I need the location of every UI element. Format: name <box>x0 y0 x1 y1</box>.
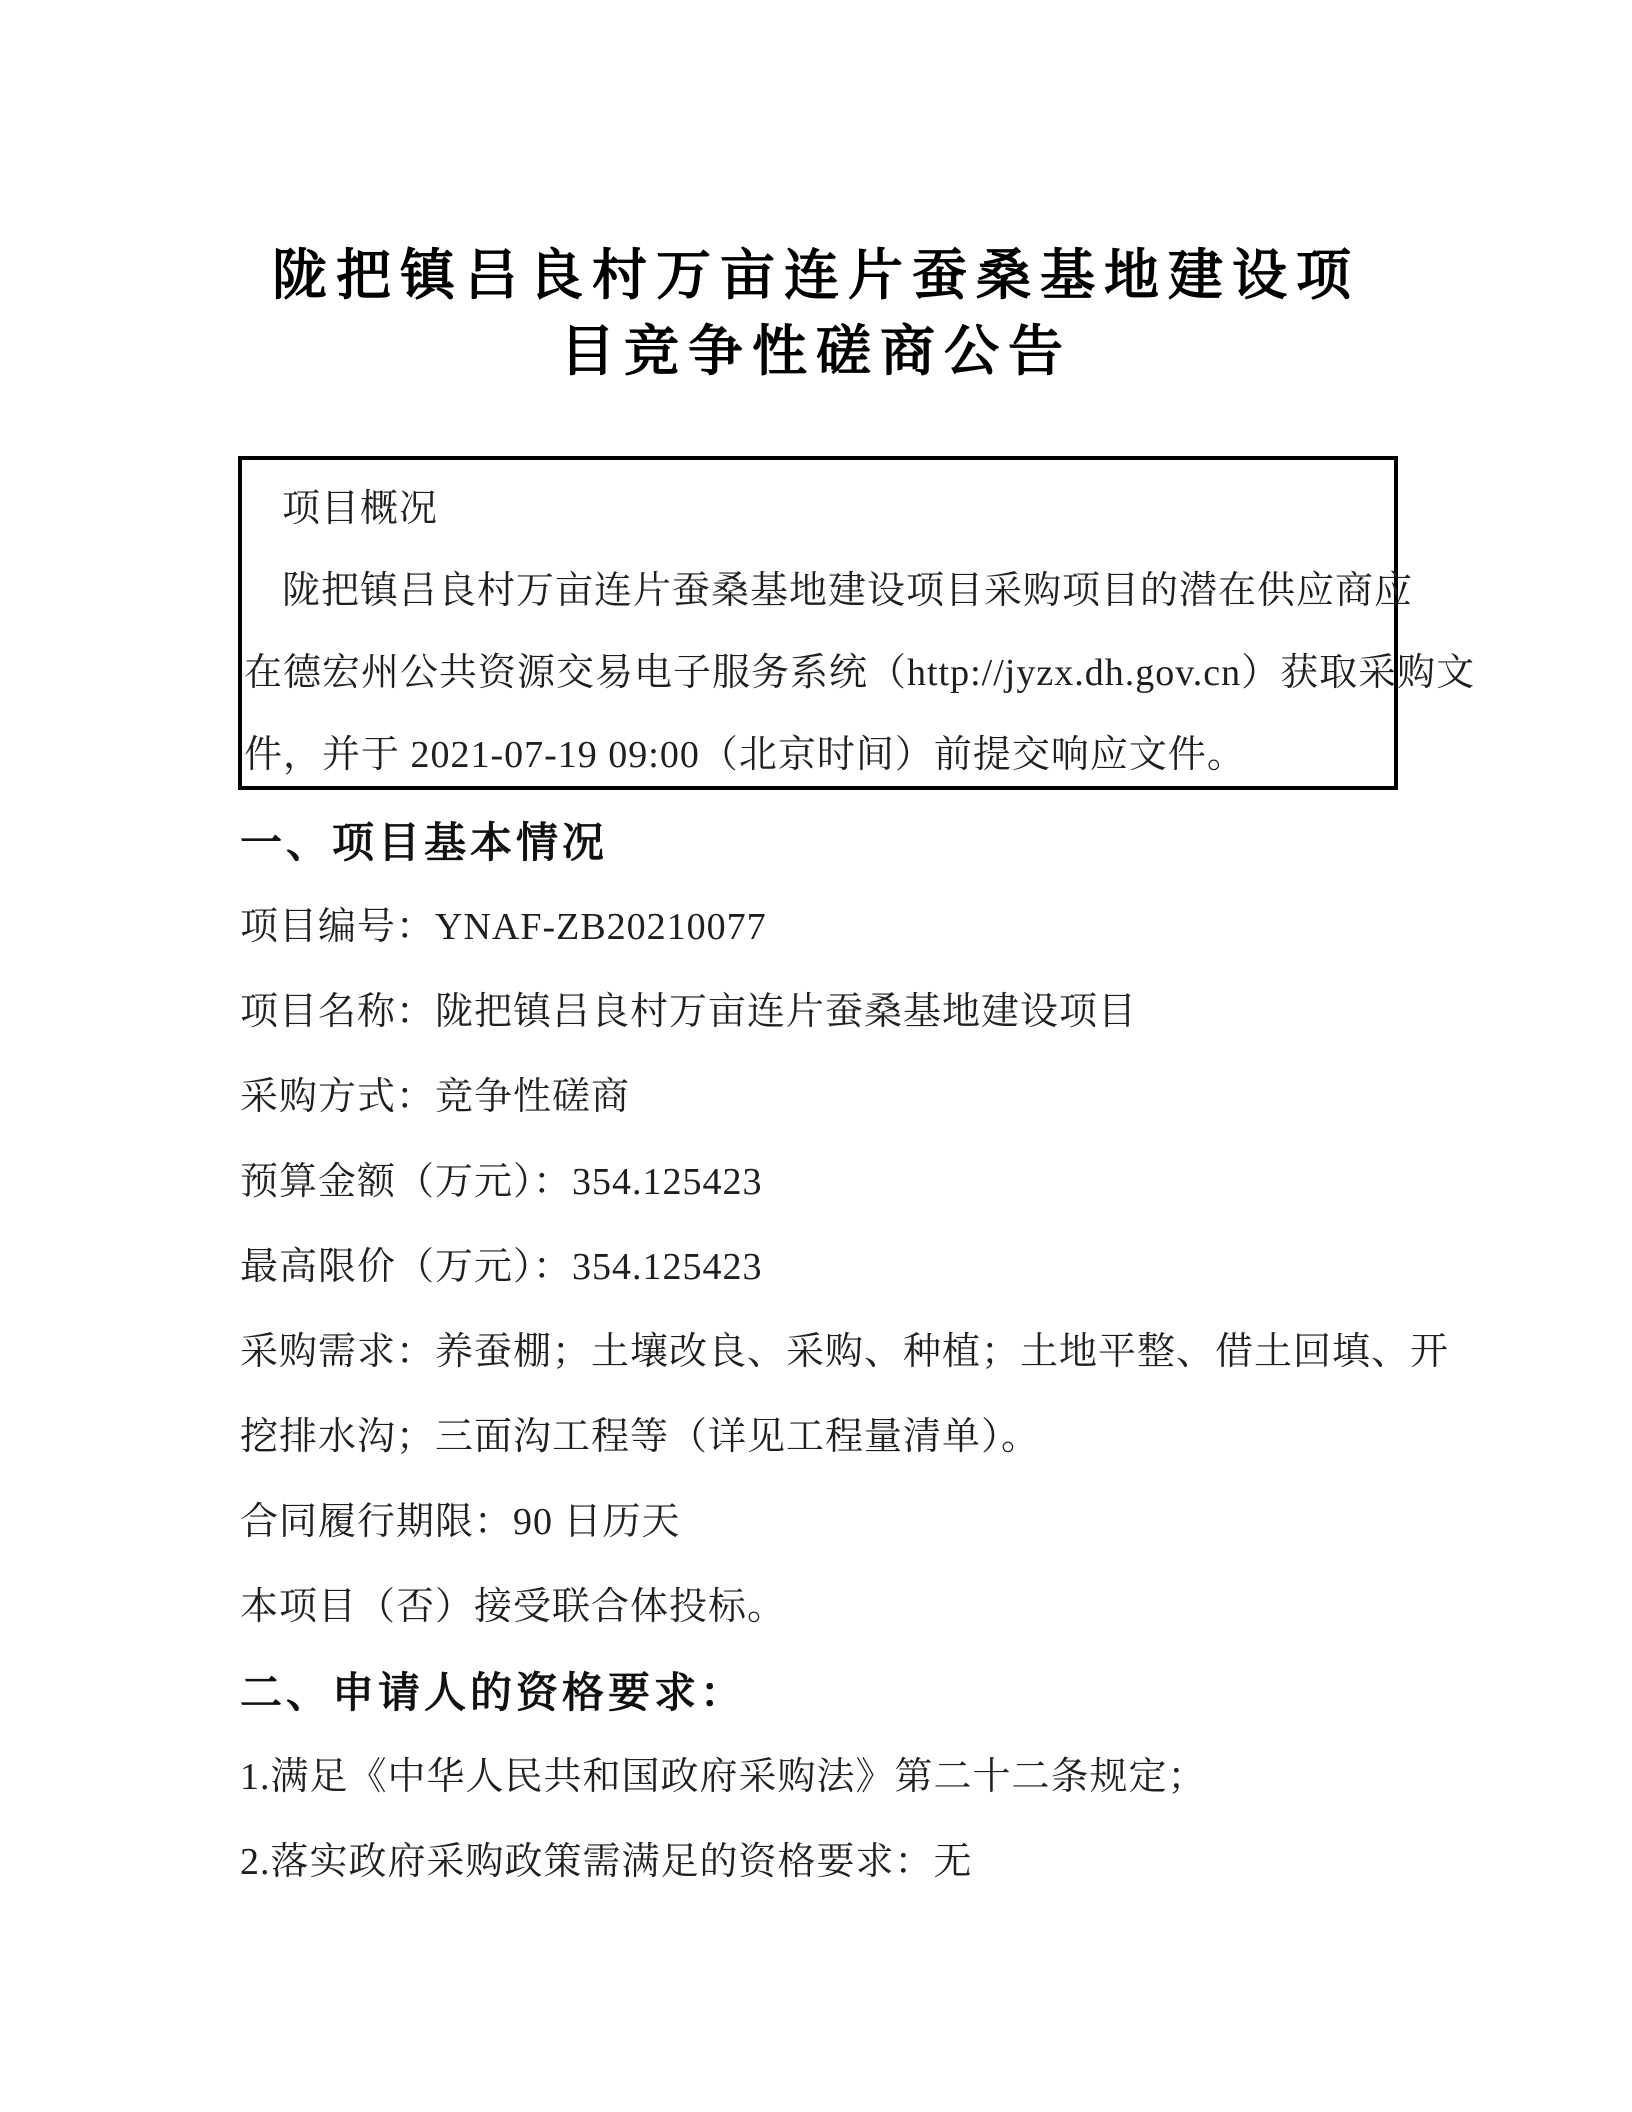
field-budget-amount: 预算金额（万元）：354.125423 <box>240 1161 763 1203</box>
overview-heading: 项目概况 <box>282 488 439 530</box>
section-2-heading: 二、申请人的资格要求： <box>240 1669 747 1716</box>
field-project-number: 项目编号：YNAF-ZB20210077 <box>240 906 767 948</box>
field-procurement-method: 采购方式：竞争性磋商 <box>240 1076 631 1118</box>
field-procurement-demand-line1: 采购需求：养蚕棚；土壤改良、采购、种植；土地平整、借土回填、开 <box>240 1331 1450 1373</box>
field-consortium-bidding: 本项目（否）接受联合体投标。 <box>240 1586 787 1628</box>
project-overview-box <box>238 456 1476 790</box>
field-contract-period: 合同履行期限：90 日历天 <box>240 1501 681 1543</box>
overview-line-1: 陇把镇吕良村万亩连片蚕桑基地建设项目采购项目的潜在供应商应 <box>282 570 1414 612</box>
overview-line-2: 在德宏州公共资源交易电子服务系统（http://jyzx.dh.gov.cn）获取采购文 <box>244 652 1476 694</box>
field-project-name: 项目名称：陇把镇吕良村万亩连片蚕桑基地建设项目 <box>240 991 1138 1033</box>
section-1-heading: 一、项目基本情况 <box>240 819 609 866</box>
document-title-line2: 目竞争性磋商公告 <box>559 321 1072 382</box>
field-procurement-demand-line2: 挖排水沟；三面沟工程等（详见工程量清单）。 <box>240 1416 1041 1458</box>
field-max-price: 最高限价（万元）：354.125423 <box>240 1246 763 1288</box>
document-body <box>240 800 1450 1905</box>
overview-line-3: 件，并于 2021-07-19 09:00（北京时间）前提交响应文件。 <box>244 734 1246 776</box>
requirement-item-1: 1.满足《中华人民共和国政府采购法》第二十二条规定； <box>240 1756 1207 1798</box>
requirement-item-2: 2.落实政府采购政策需满足的资格要求：无 <box>240 1841 973 1883</box>
document-title <box>0 238 1632 390</box>
document-title-line1: 陇把镇吕良村万亩连片蚕桑基地建设项 <box>271 245 1360 306</box>
